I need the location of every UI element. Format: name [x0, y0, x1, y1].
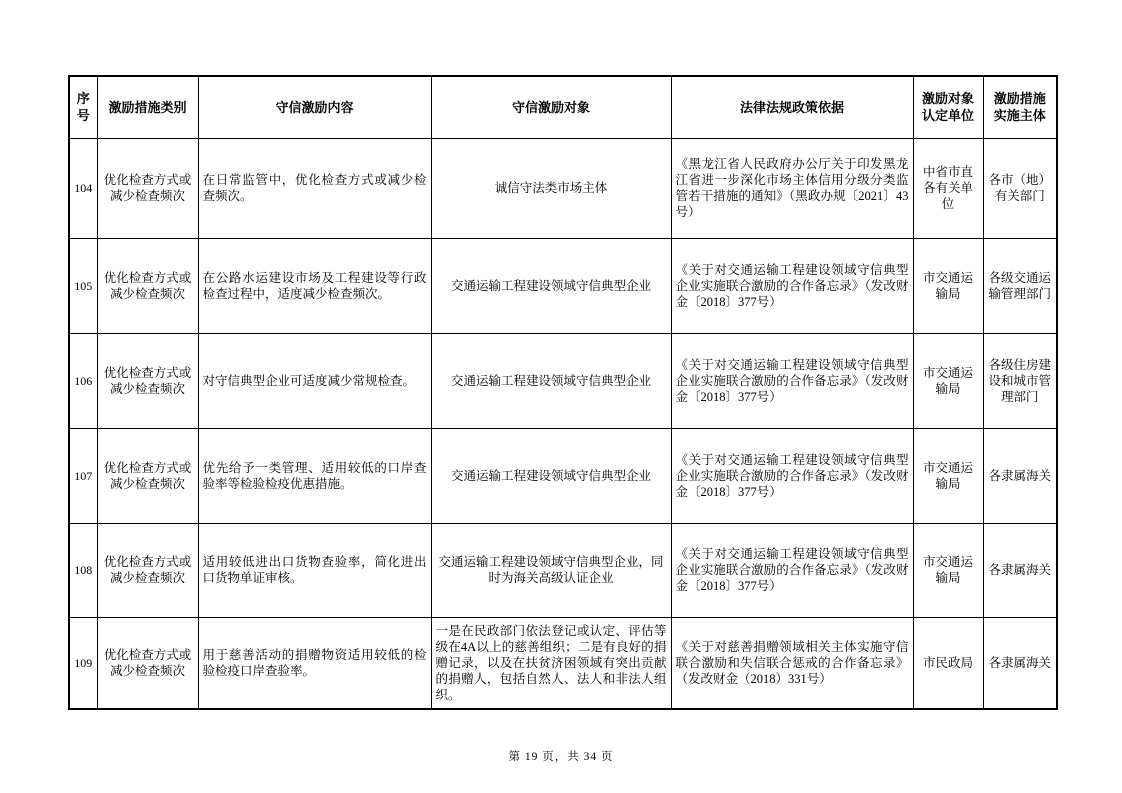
cell-target: 交通运输工程建设领域守信典型企业 [431, 428, 671, 523]
cell-determining-unit: 市交通运输局 [913, 523, 983, 617]
col-header-content: 守信激励内容 [198, 76, 431, 138]
cell-implementing-body: 各级住房建设和城市管理部门 [983, 333, 1057, 428]
cell-category: 优化检查方式或减少检查频次 [97, 428, 198, 523]
page-number: 第 19 页，共 34 页 [508, 751, 614, 763]
cell-content: 用于慈善活动的捐赠物资适用较低的检验检疫口岸查验率。 [198, 617, 431, 709]
col-header-index: 序号 [69, 76, 97, 138]
cell-index: 107 [69, 428, 97, 523]
cell-implementing-body: 各市（地）有关部门 [983, 138, 1057, 238]
col-header-legal-basis: 法律法规政策依据 [671, 76, 913, 138]
cell-index: 105 [69, 238, 97, 333]
table-row [69, 617, 1057, 709]
cell-legal-basis: 《关于对交通运输工程建设领域守信典型企业实施联合激励的合作备忘录》（发改财金〔2018〕377号） [671, 238, 913, 333]
cell-implementing-body: 各隶属海关 [983, 428, 1057, 523]
cell-index: 108 [69, 523, 97, 617]
cell-content: 适用较低进出口货物查验率，简化进出口货物单证审核。 [198, 523, 431, 617]
cell-category: 优化检查方式或减少检查频次 [97, 523, 198, 617]
col-header-target: 守信激励对象 [431, 76, 671, 138]
cell-category: 优化检查方式或减少检查频次 [97, 138, 198, 238]
cell-implementing-body: 各隶属海关 [983, 617, 1057, 709]
col-header-determining-unit: 激励对象认定单位 [913, 76, 983, 138]
cell-determining-unit: 市交通运输局 [913, 238, 983, 333]
cell-index: 109 [69, 617, 97, 709]
table-row [69, 333, 1057, 428]
cell-target: 诚信守法类市场主体 [431, 138, 671, 238]
cell-legal-basis: 《黑龙江省人民政府办公厅关于印发黑龙江省进一步深化市场主体信用分级分类监管若干措施的通知》（黑政办规〔2021〕43号） [671, 138, 913, 238]
cell-target: 交通运输工程建设领域守信典型企业 [431, 238, 671, 333]
table-row [69, 523, 1057, 617]
cell-determining-unit: 市交通运输局 [913, 333, 983, 428]
cell-index: 106 [69, 333, 97, 428]
table-row [69, 138, 1057, 238]
cell-content: 对守信典型企业可适度减少常规检查。 [198, 333, 431, 428]
cell-content: 在公路水运建设市场及工程建设等行政检查过程中，适度减少检查频次。 [198, 238, 431, 333]
col-header-implementing-body: 激励措施实施主体 [983, 76, 1057, 138]
table-row [69, 238, 1057, 333]
incentive-measures-table [68, 75, 1058, 710]
cell-implementing-body: 各级交通运输管理部门 [983, 238, 1057, 333]
cell-category: 优化检查方式或减少检查频次 [97, 333, 198, 428]
cell-legal-basis: 《关于对交通运输工程建设领域守信典型企业实施联合激励的合作备忘录》（发改财金〔2018〕377号） [671, 428, 913, 523]
cell-target: 一是在民政部门依法登记或认定、评估等级在4A以上的慈善组织；二是有良好的捐赠记录，以及在扶贫济困领域有突出贡献的捐赠人，包括自然人、法人和非法人组织。 [431, 617, 671, 709]
cell-category: 优化检查方式或减少检查频次 [97, 617, 198, 709]
cell-determining-unit: 市交通运输局 [913, 428, 983, 523]
cell-legal-basis: 《关于对交通运输工程建设领域守信典型企业实施联合激励的合作备忘录》（发改财金〔2018〕377号） [671, 333, 913, 428]
cell-content: 优先给予一类管理、适用较低的口岸查验率等检验检疫优惠措施。 [198, 428, 431, 523]
cell-content: 在日常监管中，优化检查方式或减少检查频次。 [198, 138, 431, 238]
table-header-row [69, 76, 1057, 138]
cell-index: 104 [69, 138, 97, 238]
cell-target: 交通运输工程建设领域守信典型企业，同时为海关高级认证企业 [431, 523, 671, 617]
cell-determining-unit: 市民政局 [913, 617, 983, 709]
cell-implementing-body: 各隶属海关 [983, 523, 1057, 617]
cell-legal-basis: 《关于对慈善捐赠领域相关主体实施守信联合激励和失信联合惩戒的合作备忘录》（发改财金（2018）331号） [671, 617, 913, 709]
cell-target: 交通运输工程建设领域守信典型企业 [431, 333, 671, 428]
cell-determining-unit: 中省市直各有关单位 [913, 138, 983, 238]
cell-legal-basis: 《关于对交通运输工程建设领域守信典型企业实施联合激励的合作备忘录》（发改财金〔2018〕377号） [671, 523, 913, 617]
table-row [69, 428, 1057, 523]
col-header-category: 激励措施类别 [97, 76, 198, 138]
cell-category: 优化检查方式或减少检查频次 [97, 238, 198, 333]
